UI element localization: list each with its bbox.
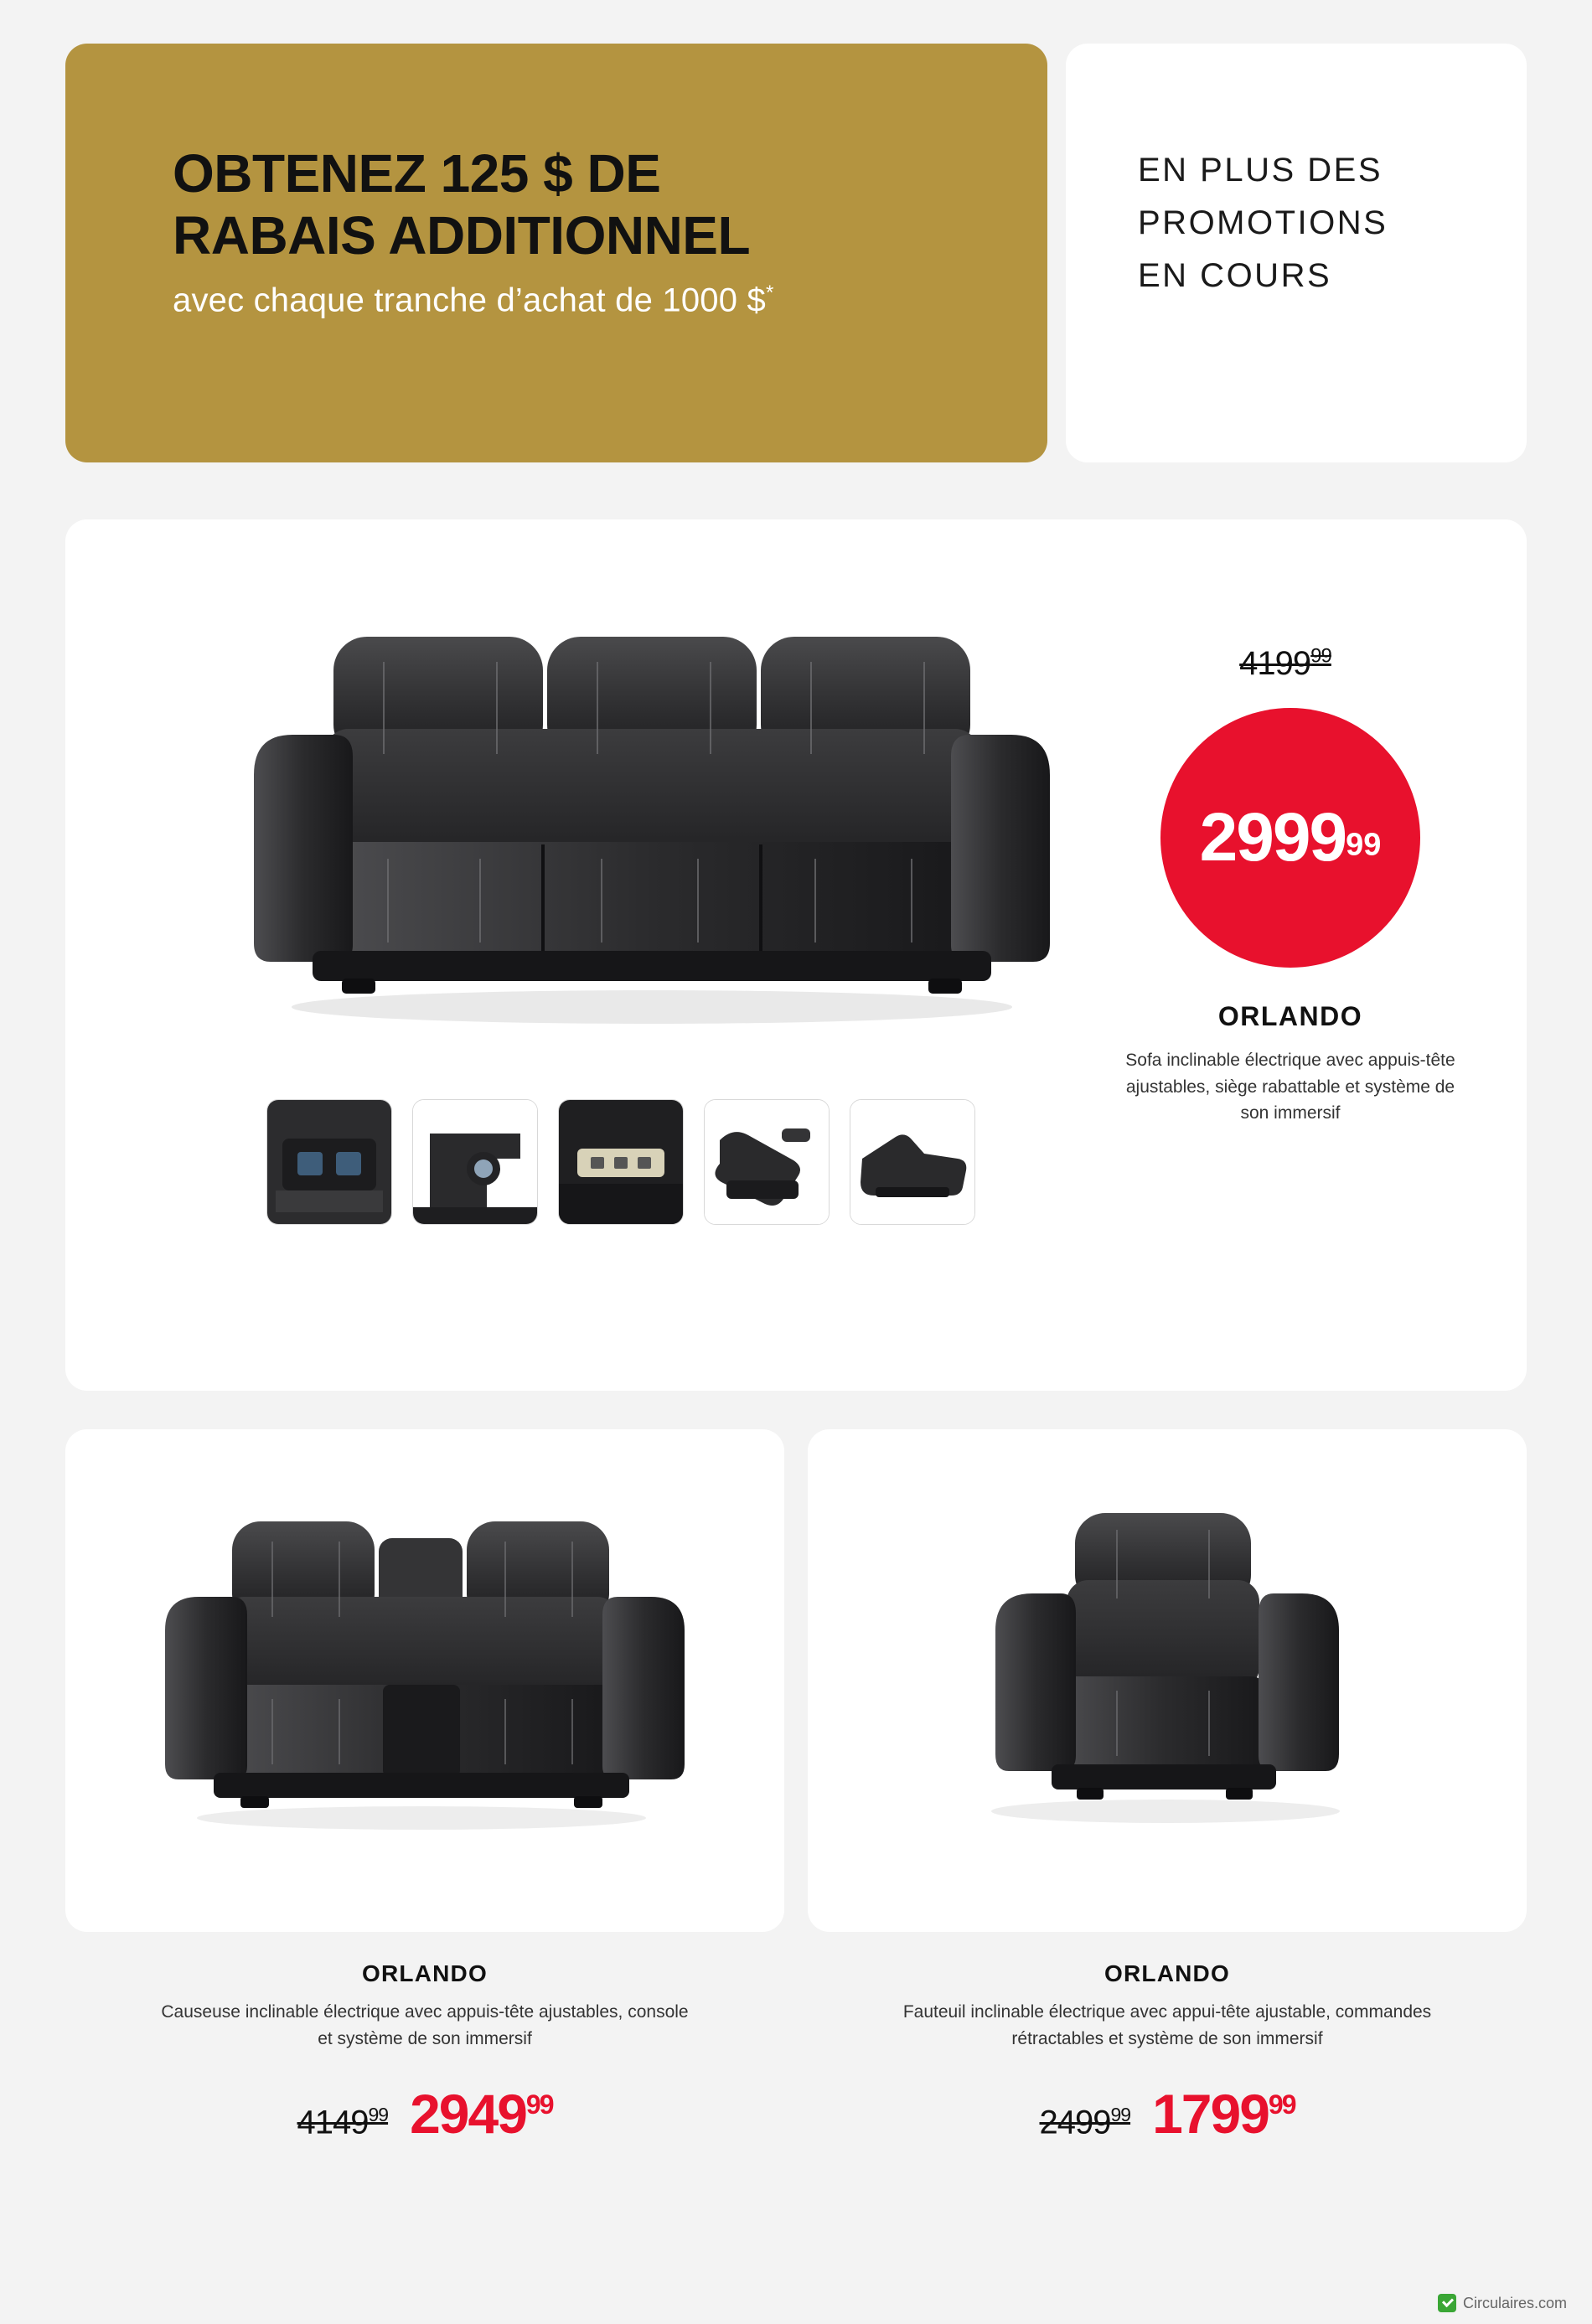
recliner-old-price-amount: 2499 <box>1039 2104 1111 2141</box>
top-banner-row <box>0 0 1592 462</box>
secondary-products-captions <box>65 1960 1527 2146</box>
recliner-caption <box>808 1960 1527 2146</box>
recliner-card <box>808 1429 1527 1932</box>
check-badge-icon <box>1438 2294 1456 2312</box>
recliner-image <box>949 1505 1385 1857</box>
recliner-price <box>1152 2082 1295 2146</box>
watermark <box>1438 2294 1567 2312</box>
featured-old-price-amount: 4199 <box>1239 645 1311 683</box>
usb-port-thumb[interactable] <box>412 1099 538 1225</box>
sofa-image <box>208 628 1096 1064</box>
featured-old-price <box>1054 645 1527 683</box>
recliner-description: Fauteuil inclinable électrique avec appui-tête ajustable, commandes rétractables et système de son immersif <box>902 2002 1432 2048</box>
watermark-label: Circulaires.com <box>1462 2294 1567 2311</box>
loveseat-price-cents: 99 <box>525 2089 553 2120</box>
promo-offer-card <box>65 44 1047 462</box>
loveseat-name: ORLANDO <box>362 1960 488 1986</box>
featured-product-name: ORLANDO <box>1217 1001 1363 1032</box>
promo-asterisk: * <box>765 281 774 305</box>
featured-product-media <box>65 519 1054 1391</box>
loveseat-old-price <box>297 2104 389 2141</box>
loveseat-image <box>132 1513 718 1848</box>
promo-subline-text: avec chaque tranche d’achat de 1000 $ <box>173 281 766 319</box>
loveseat-price <box>410 2082 552 2146</box>
recliner-prices <box>808 2082 1527 2146</box>
featured-product-description: Sofa inclinable électrique avec appuis-tête ajustables, siège rabattable et système de son immersif <box>1125 1051 1455 1123</box>
full-recline-thumb[interactable] <box>850 1099 975 1225</box>
recliner-old-price-cents: 99 <box>1110 2103 1131 2125</box>
recliner-price-cents: 99 <box>1268 2089 1295 2120</box>
loveseat-description: Causeuse inclinable électrique avec appuis-tête ajustables, console et système de son immersif <box>161 2002 689 2048</box>
cupholder-console-thumb[interactable] <box>266 1099 392 1225</box>
loveseat-old-price-cents: 99 <box>368 2103 389 2125</box>
plus-line-1: EN PLUS DES <box>1138 152 1383 189</box>
featured-old-price-cents: 99 <box>1310 645 1331 668</box>
featured-price-amount: 2999 <box>1199 799 1346 876</box>
reclined-side-thumb[interactable] <box>704 1099 830 1225</box>
recliner-price-amount: 1799 <box>1152 2083 1269 2145</box>
featured-price-cents: 99 <box>1346 828 1382 863</box>
loveseat-card <box>65 1429 784 1932</box>
recliner-old-price <box>1040 2104 1131 2141</box>
plus-line-2: PROMOTIONS <box>1138 204 1388 242</box>
featured-product-pricing <box>1054 519 1527 1391</box>
promo-headline-line2: RABAIS ADDITIONNEL <box>173 205 751 266</box>
promo-subline <box>173 281 1047 319</box>
thumbnail-strip <box>266 1099 1054 1225</box>
featured-product-card <box>65 519 1527 1391</box>
featured-price-badge <box>1160 708 1420 968</box>
loveseat-old-price-amount: 4149 <box>297 2104 369 2141</box>
control-panel-thumb[interactable] <box>558 1099 684 1225</box>
secondary-products-row <box>65 1429 1527 1932</box>
loveseat-price-amount: 2949 <box>410 2083 526 2145</box>
recliner-name: ORLANDO <box>1104 1960 1230 1986</box>
promo-headline-line1: OBTENEZ 125 $ DE <box>173 143 661 204</box>
loveseat-caption <box>65 1960 784 2146</box>
loveseat-prices <box>65 2082 784 2146</box>
additional-promotions-card <box>1066 44 1527 462</box>
plus-line-3: EN COURS <box>1138 257 1332 295</box>
